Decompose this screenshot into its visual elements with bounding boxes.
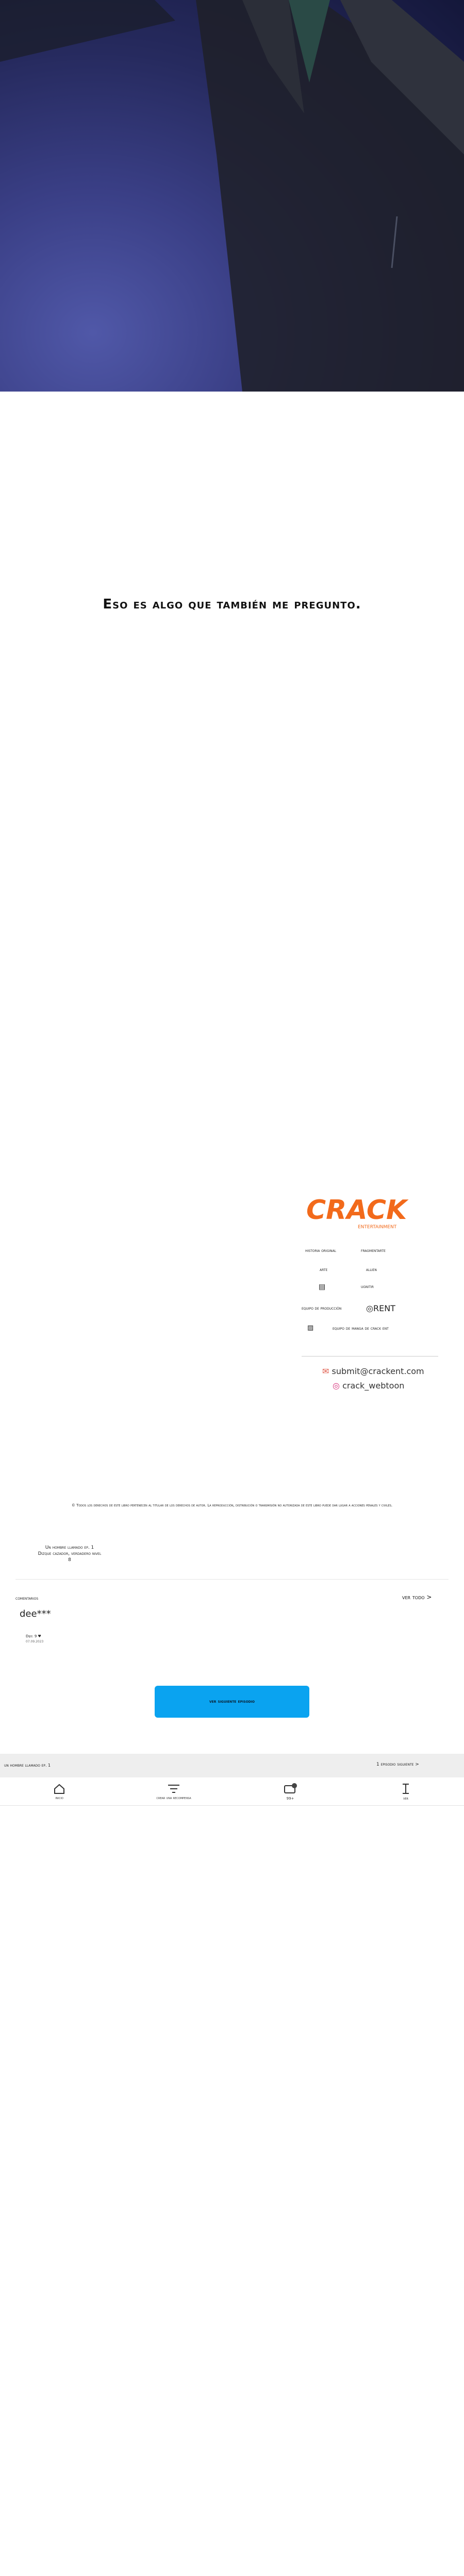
credit-label-art: arte [320, 1267, 328, 1272]
dialogue-text: Eso es algo que también me pregunto. [103, 597, 361, 612]
credit-value-production: ◎RENT [366, 1303, 395, 1313]
nav-comments-label: 99+ [286, 1796, 294, 1801]
bottom-navbar [0, 1777, 464, 1806]
manga-panel [0, 0, 464, 392]
email-text: submit@crackent.com [332, 1366, 424, 1376]
book-icon: ▤ [319, 1283, 326, 1291]
series-chapter: 8 [68, 1557, 71, 1563]
credit-value-script: ugnitir [361, 1284, 374, 1289]
mail-icon: ✉ [322, 1366, 329, 1376]
email-contact[interactable] [322, 1366, 424, 1376]
suit-figure-illustration [0, 0, 464, 392]
series-subtitle: Dizque cazador, verdadero nivel [38, 1551, 102, 1556]
comment-meta: Dijo: 9 ♥ [26, 1634, 41, 1638]
instagram-text: crack_webtoon [342, 1381, 405, 1391]
text-cursor-icon [401, 1783, 411, 1795]
credit-label-story: historia original [305, 1248, 337, 1253]
credit-value-art: allien [366, 1267, 377, 1272]
comment-icon [283, 1783, 297, 1795]
nav-view-label: ver [403, 1796, 409, 1801]
credit-value-team: equipo de manga de crack ent [333, 1326, 389, 1331]
series-title: Un hombre llamado ep. 1 [45, 1545, 94, 1550]
nav-comments[interactable] [252, 1777, 329, 1805]
logo-text: CRACK [306, 1196, 407, 1226]
crack-logo [305, 1196, 416, 1232]
copyright-notice: © Todos los derechos de este libro pertenecen al titular de los derechos de autor. La reproducción, distribución o transmisión no autorizada de este libro puede dar lugar a acciones penales y civiles. [71, 1503, 393, 1507]
nav-home[interactable] [21, 1777, 98, 1805]
nav-view[interactable] [367, 1777, 444, 1805]
comment-user: dee*** [20, 1608, 51, 1619]
logo-subtext: ENTERTAINMENT [358, 1225, 397, 1230]
episode-navigation-strip [0, 1754, 464, 1777]
credits-divider [302, 1356, 438, 1357]
chat-icon: ▨ [307, 1324, 314, 1332]
series-info [23, 1545, 116, 1563]
nav-reward[interactable] [135, 1777, 212, 1805]
credit-value-story: fragmentarte [361, 1248, 386, 1253]
next-episode-link[interactable]: 1 episodio siguiente > [376, 1762, 419, 1767]
comments-header: comentarios [15, 1596, 39, 1601]
instagram-contact[interactable] [333, 1381, 404, 1391]
nav-home-label: inicio [55, 1795, 63, 1800]
instagram-icon: ◎ [333, 1381, 340, 1391]
comment-date: 07.09.2023 [26, 1640, 44, 1643]
home-icon [53, 1783, 66, 1794]
credit-label-production: equipo de producción [302, 1306, 342, 1311]
filter-icon [167, 1783, 181, 1794]
see-all-comments-link[interactable]: ver todo > [402, 1594, 432, 1601]
next-episode-button[interactable]: ver siguiente episodio [155, 1686, 309, 1718]
section-divider [15, 1579, 449, 1580]
current-episode-label: un hombre llamado ep. 1 [4, 1763, 51, 1768]
nav-reward-label: crear una recompensa [156, 1795, 191, 1800]
